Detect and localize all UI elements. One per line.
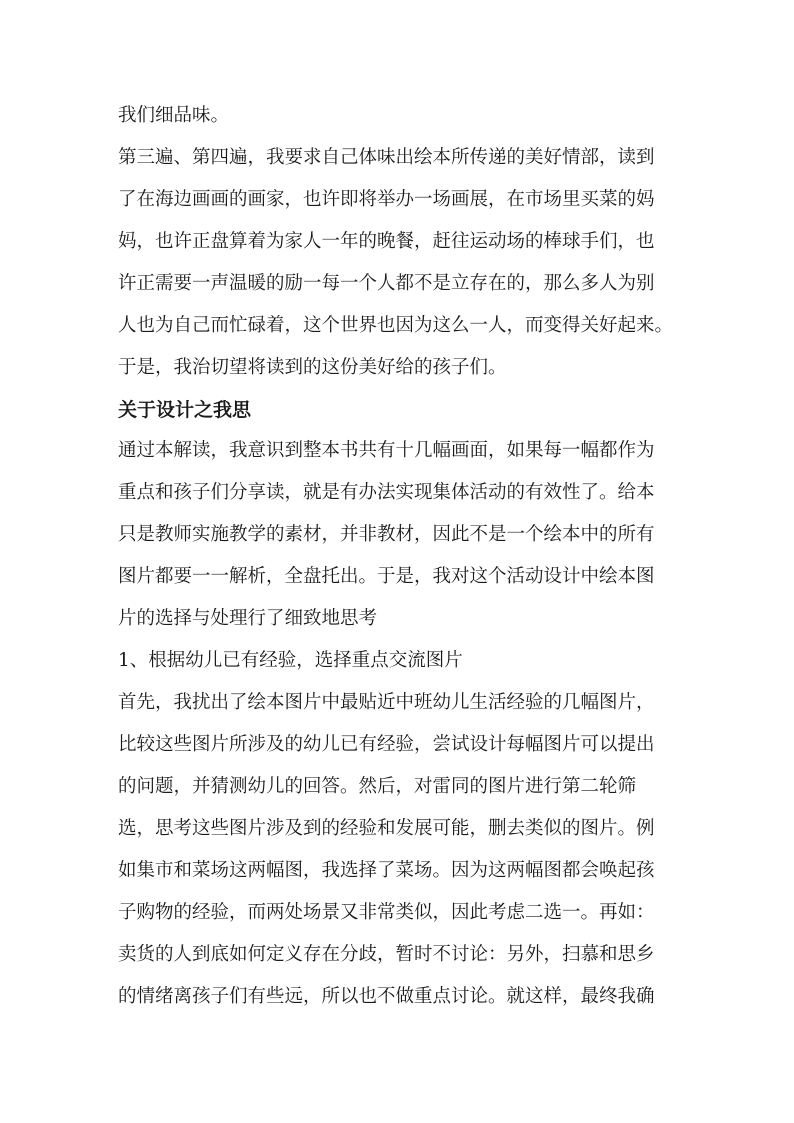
text-line: 了在海边画画的画家，也许即将举办一场画展，在市场里买菜的妈 [118, 189, 655, 210]
text-line: 的情绪离孩子们有些远，所以也不做重点讨论。就这样，最终我确 [118, 986, 655, 1007]
text-line: 只是教师实施教学的素材，并非教材，因此不是一个绘本中的所有 [118, 524, 655, 545]
text-line: 如集市和菜场这两幅图，我选择了菜场。因为这两幅图都会唤起孩 [118, 860, 655, 881]
text-line: 重点和孩子们分享读，就是有办法实现集体活动的有效性了。给本 [118, 482, 655, 503]
text-line: 子购物的经验，而两处场景又非常类似，因此考虑二选一。再如： [118, 902, 655, 923]
text-line: 的问题，并猜测幼儿的回答。然后，对雷同的图片进行第二轮筛 [118, 776, 637, 797]
text-line: 于是，我治切望将读到的这份美好给的孩子们。 [118, 357, 507, 378]
text-line: 卖货的人到底如何定义存在分歧，暂时不讨论：另外，扫慕和思乡 [118, 944, 655, 965]
text-line: 比较这些图片所涉及的幼儿已有经验，尝试设计每幅图片可以提出 [118, 734, 655, 755]
text-line: 片的选择与处理行了细致地思考 [118, 608, 378, 629]
text-line: 首先，我扰出了绘本图片中最贴近中班幼儿生活经验的几幅图片， [118, 692, 655, 713]
text-line: 我们细品味。 [118, 105, 230, 126]
text-line: 第三遍、第四遍，我要求自己体味出绘本所传递的美好情部，读到 [118, 147, 655, 168]
text-line: 许正需要一声温暖的励一每一个人都不是立存在的，那么多人为别 [118, 273, 655, 294]
text-line: 人也为自己而忙碌着，这个世界也因为这么一人，而变得关好起来。 [118, 315, 674, 336]
text-line: 通过本解读，我意识到整本书共有十几幅画面，如果每一幅都作为 [118, 440, 655, 461]
text-line: 选，思考这些图片涉及到的经验和发展可能，删去类似的图片。例 [118, 818, 655, 839]
subheading-line: 1、根据幼儿已有经验，选择重点交流图片 [118, 650, 463, 671]
text-line: 妈，也许正盘算着为家人一年的晚餐，赶往运动场的棒球手们，也 [118, 231, 655, 252]
text-line: 图片都要一一解析，全盘托出。于是，我对这个活动设计中绘本图 [118, 566, 655, 587]
section-heading: 关于设计之我思 [118, 399, 252, 421]
